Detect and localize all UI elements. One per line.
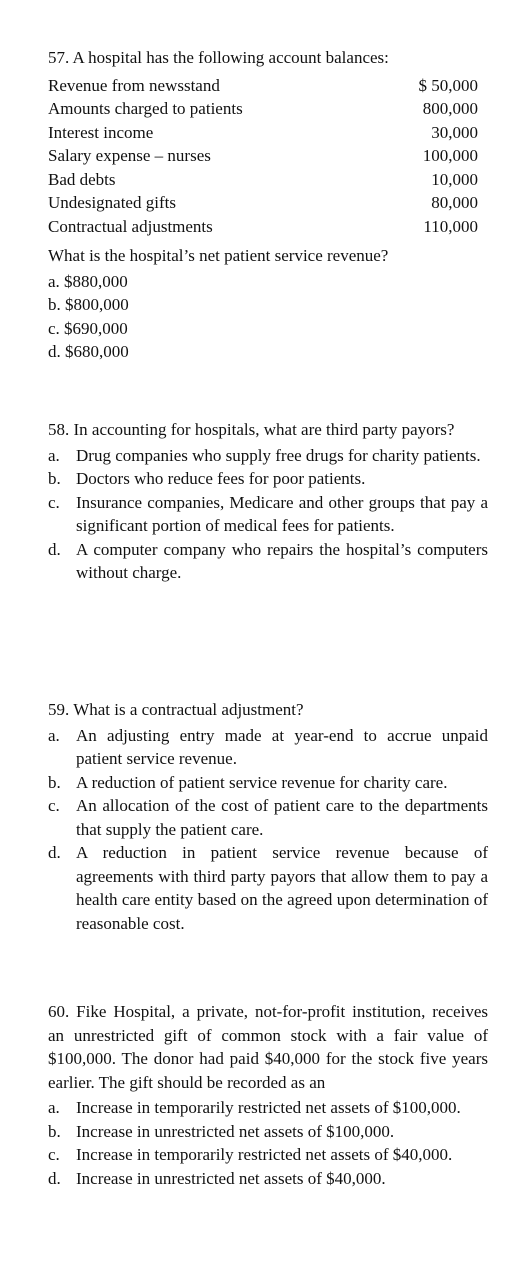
question-57-stem: 57. A hospital has the following account balances: bbox=[48, 48, 389, 67]
answer-option[interactable] bbox=[48, 771, 488, 795]
answer-option[interactable] bbox=[48, 841, 488, 935]
question-58-stem: 58. In accounting for hospitals, what are third party payors? bbox=[48, 420, 455, 439]
account-amount: 30,000 bbox=[431, 122, 478, 142]
table-row bbox=[48, 74, 478, 98]
account-label: Salary expense – nurses bbox=[48, 146, 211, 165]
account-label: Revenue from newsstand bbox=[48, 75, 220, 95]
option-text: An adjusting entry made at year-end to accrue unpaid patient service revenue. bbox=[76, 725, 488, 768]
option-text: Increase in unrestricted net assets of $100,000. bbox=[76, 1121, 395, 1141]
answer-option[interactable]: c. $690,000 bbox=[48, 318, 128, 338]
answer-option[interactable] bbox=[48, 538, 488, 585]
question-59-stem: 59. What is a contractual adjustment? bbox=[48, 700, 304, 719]
answer-option[interactable] bbox=[48, 1143, 488, 1167]
question-57 bbox=[48, 46, 488, 364]
answer-option[interactable] bbox=[48, 794, 488, 841]
account-label: Contractual adjustments bbox=[48, 216, 213, 236]
option-letter: c. bbox=[48, 492, 60, 512]
option-text: Increase in temporarily restricted net assets of $100,000. bbox=[76, 1098, 461, 1117]
option-letter: c. bbox=[48, 796, 60, 815]
question-59-options bbox=[48, 724, 488, 936]
account-amount: $ 50,000 bbox=[418, 75, 478, 95]
option-letter: a. bbox=[48, 445, 60, 465]
option-letter: a. bbox=[48, 1098, 60, 1117]
account-label: Undesignated gifts bbox=[48, 193, 176, 212]
option-text: Increase in unrestricted net assets of $40,000. bbox=[76, 1168, 386, 1188]
option-letter: d. bbox=[48, 1168, 61, 1188]
option-text: Drug companies who supply free drugs for charity patients. bbox=[76, 445, 481, 465]
account-label: Bad debts bbox=[48, 169, 116, 189]
account-amount: 10,000 bbox=[431, 169, 478, 189]
table-row bbox=[48, 121, 478, 145]
option-letter: d. bbox=[48, 539, 61, 559]
option-text: Doctors who reduce fees for poor patients. bbox=[76, 469, 366, 488]
answer-option[interactable] bbox=[48, 1167, 488, 1191]
answer-option[interactable] bbox=[48, 444, 488, 468]
option-letter: b. bbox=[48, 772, 61, 792]
table-row bbox=[48, 215, 478, 239]
table-row bbox=[48, 191, 478, 215]
answer-option[interactable]: d. $680,000 bbox=[48, 342, 129, 361]
account-label: Interest income bbox=[48, 122, 154, 142]
answer-option[interactable] bbox=[48, 491, 488, 538]
option-text: Insurance companies, Medicare and other groups that pay a significant portion of medical fees for patients. bbox=[76, 492, 488, 535]
option-text: An allocation of the cost of patient care to the departments that supply the patient care. bbox=[76, 796, 488, 839]
account-balances-table bbox=[48, 74, 478, 239]
answer-option[interactable] bbox=[48, 1096, 488, 1120]
option-letter: b. bbox=[48, 1121, 61, 1141]
answer-option[interactable] bbox=[48, 724, 488, 771]
question-57-options bbox=[48, 270, 488, 364]
answer-option[interactable]: a. $880,000 bbox=[48, 271, 128, 291]
option-text: A computer company who repairs the hospital’s computers without charge. bbox=[76, 539, 488, 582]
option-letter: d. bbox=[48, 843, 61, 862]
answer-option[interactable]: b. $800,000 bbox=[48, 295, 129, 314]
question-59 bbox=[48, 698, 488, 935]
table-row bbox=[48, 144, 478, 168]
table-row bbox=[48, 97, 478, 121]
option-letter: b. bbox=[48, 469, 61, 488]
account-amount: 80,000 bbox=[431, 193, 478, 212]
account-label: Amounts charged to patients bbox=[48, 99, 243, 118]
answer-option[interactable] bbox=[48, 467, 488, 491]
option-text: A reduction of patient service revenue for charity care. bbox=[76, 772, 448, 792]
table-row bbox=[48, 168, 478, 192]
question-57-prompt: What is the hospital’s net patient service revenue? bbox=[48, 246, 389, 265]
question-58-options bbox=[48, 444, 488, 585]
question-58 bbox=[48, 418, 488, 585]
option-letter: a. bbox=[48, 725, 60, 745]
option-text: Increase in temporarily restricted net assets of $40,000. bbox=[76, 1145, 453, 1164]
question-60 bbox=[48, 1000, 488, 1190]
account-amount: 110,000 bbox=[423, 216, 478, 236]
account-amount: 100,000 bbox=[422, 146, 478, 165]
account-amount: 800,000 bbox=[422, 99, 478, 118]
question-60-options bbox=[48, 1096, 488, 1190]
answer-option[interactable] bbox=[48, 1120, 488, 1144]
option-letter: c. bbox=[48, 1145, 60, 1164]
question-60-stem: 60. Fike Hospital, a private, not-for-profit institution, receives an unrestricted gift of common stock with a fair value of $100,000. The donor had paid $40,000 for the stock five years earlier. The gift should be recorded as an bbox=[48, 1002, 488, 1092]
option-text: A reduction in patient service revenue because of agreements with third party payors that allow them to pay a health care entity based on the agreed upon determination of reasonable cost. bbox=[76, 843, 488, 933]
